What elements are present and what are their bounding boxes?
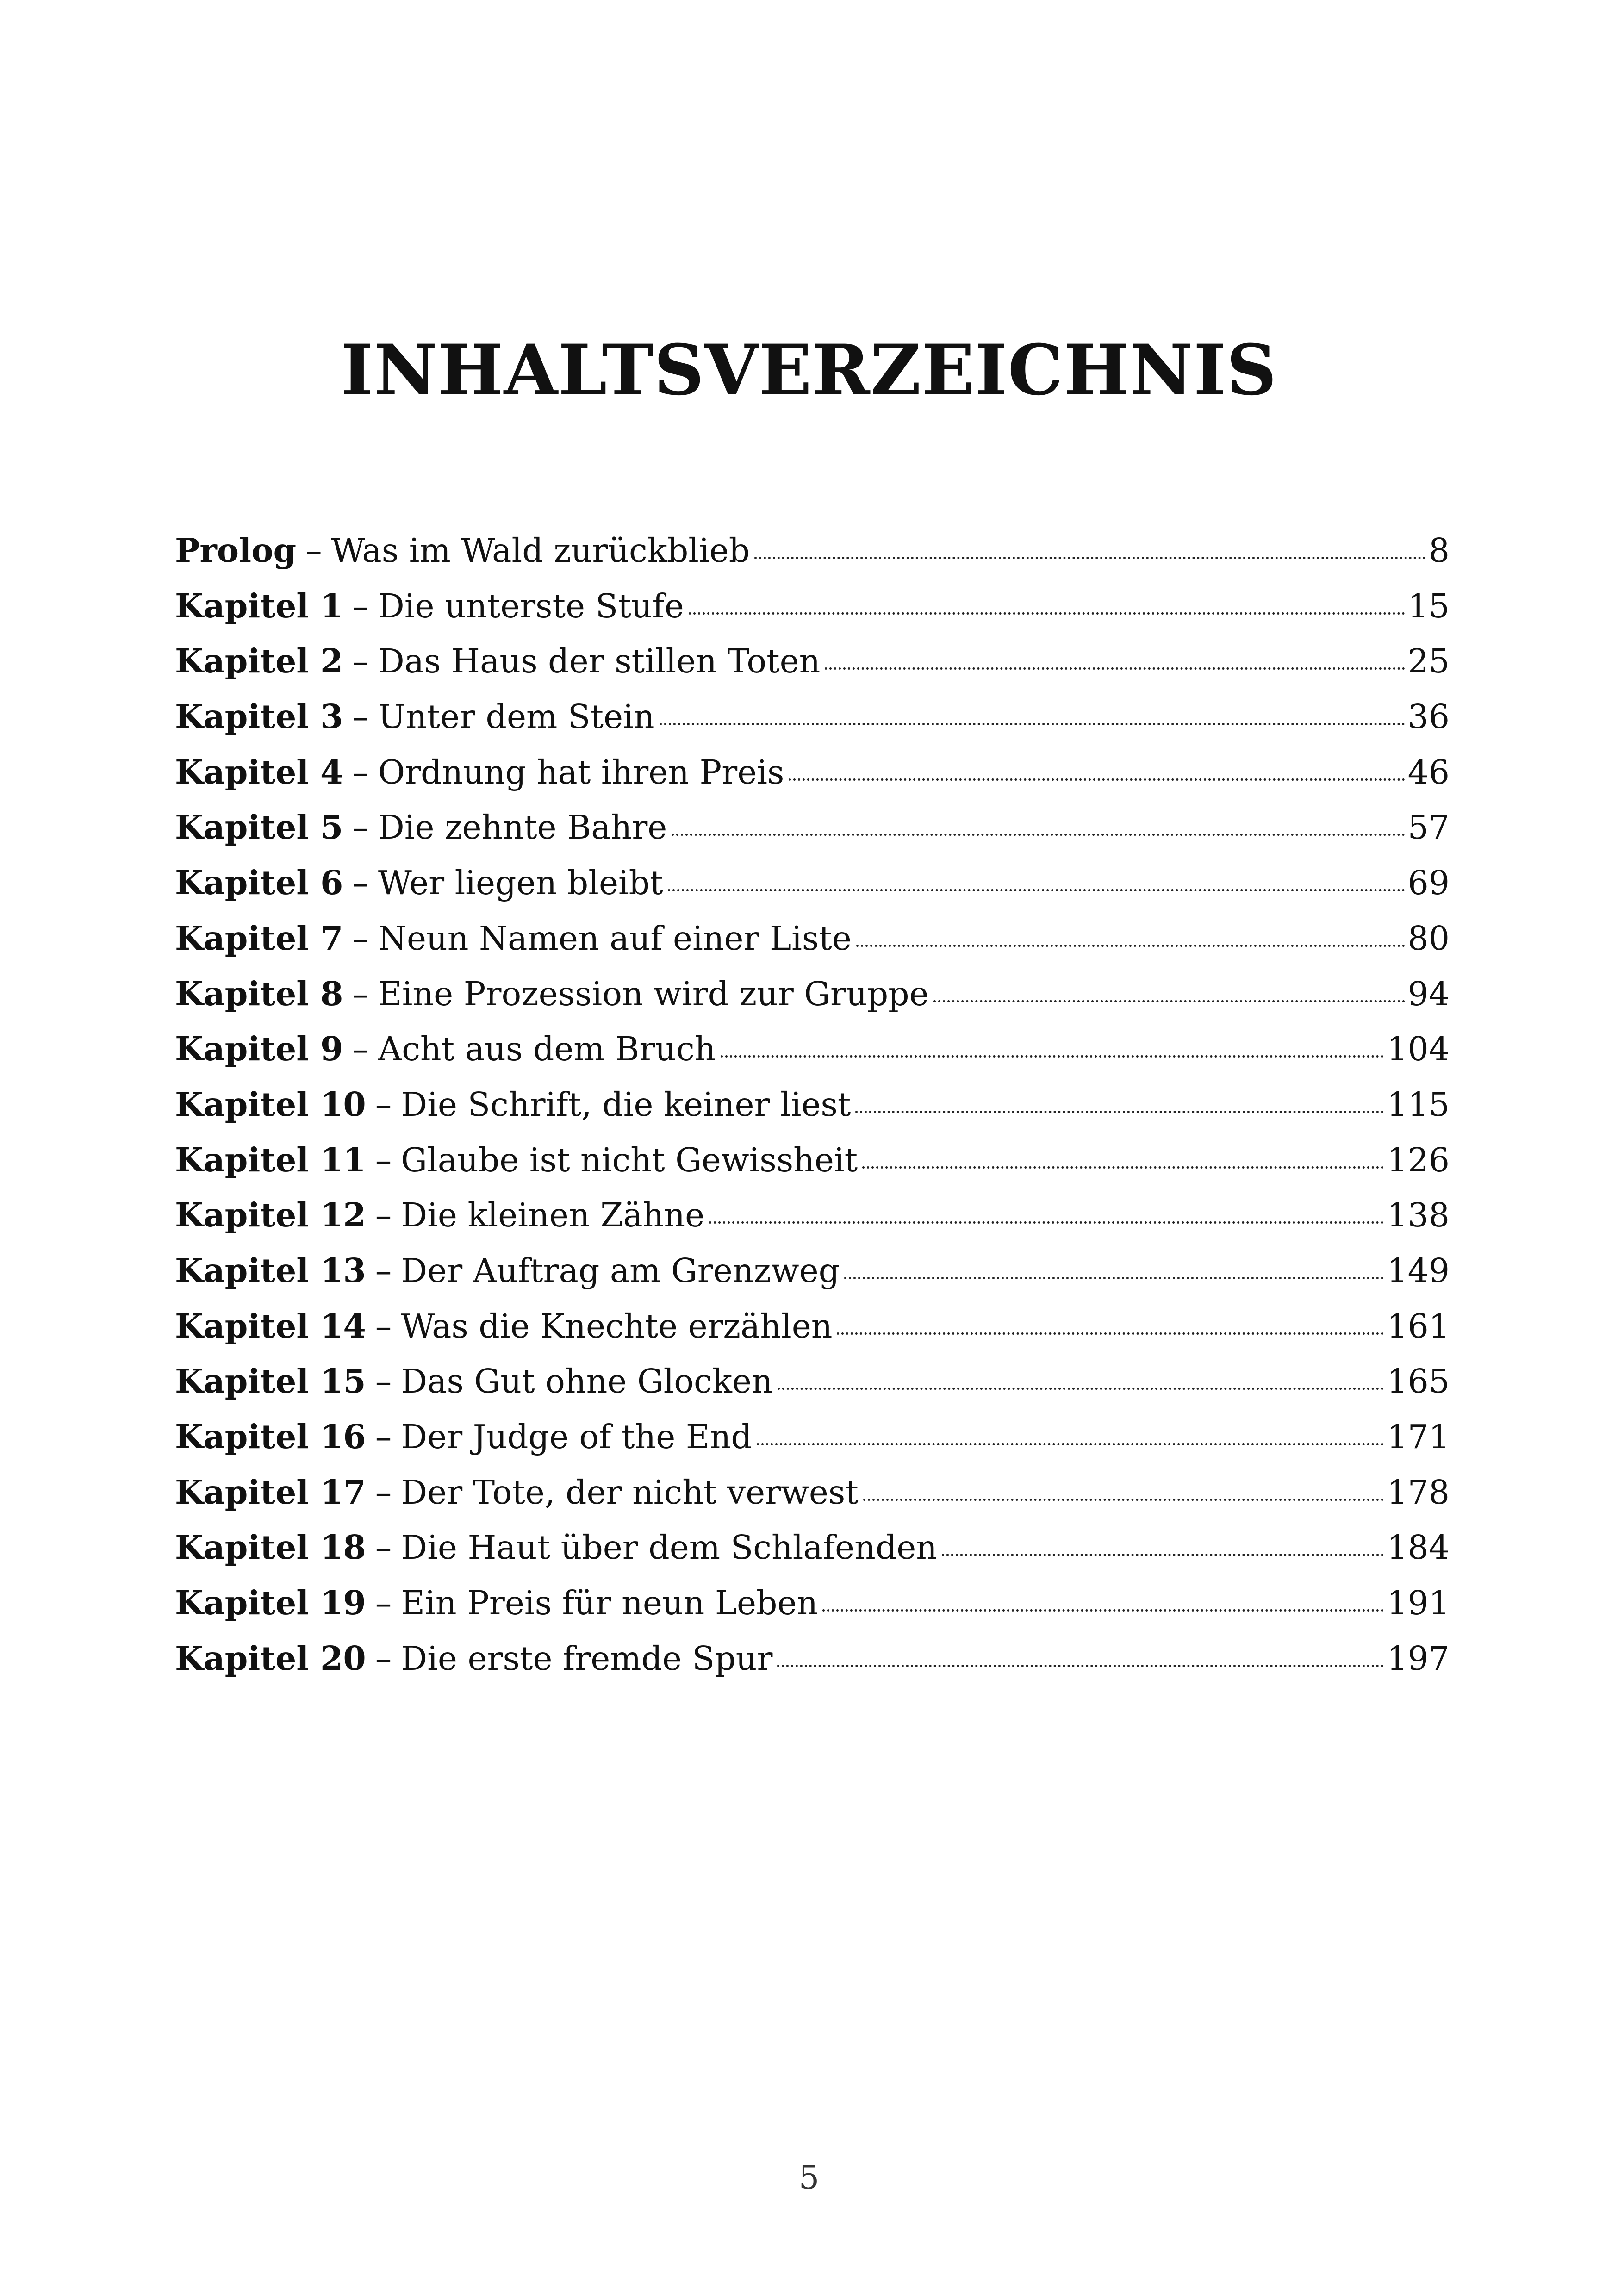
toc-entry-title: Die Schrift, die keiner liest: [401, 1085, 851, 1124]
dot-leader: [933, 1000, 1405, 1002]
toc-entry: [175, 966, 1450, 1022]
toc-entry-title: Neun Namen auf einer Liste: [378, 919, 852, 958]
dot-leader: [855, 1111, 1384, 1113]
toc-entry: [175, 689, 1450, 745]
toc-entry-separator: –: [375, 1418, 392, 1456]
dot-leader: [660, 723, 1405, 725]
toc-entry-separator: –: [352, 919, 369, 958]
toc-entry-separator: –: [352, 697, 369, 736]
toc-entry-separator: –: [352, 808, 369, 847]
toc-entry-label: Prolog: [175, 531, 297, 570]
toc-entry-title: Die kleinen Zähne: [401, 1196, 705, 1235]
dot-leader: [672, 834, 1405, 836]
toc-entry: [175, 1354, 1450, 1409]
toc-entry-label: Kapitel 11: [175, 1140, 366, 1179]
toc-entry-page: 197: [1387, 1639, 1450, 1678]
toc-entry-label: Kapitel 6: [175, 863, 343, 902]
toc-entry-label: Kapitel 9: [175, 1029, 343, 1069]
toc-entry-separator: –: [375, 1085, 392, 1124]
toc-entry-separator: –: [375, 1140, 392, 1179]
dot-leader: [862, 1166, 1384, 1169]
toc-entry-page: 178: [1387, 1473, 1450, 1512]
toc-entry-label: Kapitel 12: [175, 1195, 366, 1235]
toc-entry: [175, 911, 1450, 966]
toc-entry-page: 80: [1407, 919, 1450, 958]
toc-entry: [175, 1243, 1450, 1299]
toc-entry-title: Die unterste Stufe: [378, 586, 684, 625]
toc-entry-label: Kapitel 18: [175, 1528, 366, 1567]
toc-entry: [175, 1520, 1450, 1575]
toc-entry-separator: –: [375, 1251, 392, 1290]
toc-entry-page: 184: [1387, 1528, 1450, 1567]
page-number: 5: [798, 2159, 820, 2196]
toc-entry-title: Die Haut über dem Schlafenden: [401, 1528, 938, 1567]
toc-entry-separator: –: [352, 642, 369, 681]
toc-entry: [175, 523, 1450, 579]
toc-entry-title: Glaube ist nicht Gewissheit: [401, 1140, 858, 1179]
dot-leader: [825, 667, 1405, 670]
toc-entry-label: Kapitel 5: [175, 808, 343, 847]
dot-leader: [668, 889, 1405, 891]
toc-entry-page: 94: [1407, 974, 1450, 1013]
toc-entry: [175, 634, 1450, 689]
toc-entry-page: 36: [1407, 697, 1450, 736]
toc-entry-separator: –: [352, 864, 369, 902]
dot-leader: [863, 1499, 1384, 1501]
dot-leader: [822, 1609, 1384, 1612]
dot-leader: [942, 1554, 1384, 1556]
toc-entry-title: Acht aus dem Bruch: [378, 1030, 716, 1069]
toc-entry-separator: –: [375, 1196, 392, 1235]
toc-entry: [175, 1132, 1450, 1188]
toc-entry-label: Kapitel 13: [175, 1251, 366, 1290]
toc-entry-separator: –: [305, 531, 322, 570]
toc-entry-label: Kapitel 8: [175, 974, 343, 1013]
toc-entry-page: 165: [1387, 1362, 1450, 1401]
toc-entry-page: 138: [1387, 1196, 1450, 1235]
toc-entry-page: 15: [1407, 586, 1450, 625]
toc-entry-title: Der Auftrag am Grenzweg: [401, 1251, 840, 1290]
toc-entry-page: 57: [1407, 808, 1450, 847]
toc-entry-title: Die zehnte Bahre: [378, 808, 667, 847]
toc-entry-label: Kapitel 4: [175, 752, 343, 791]
toc-entry-separator: –: [352, 586, 369, 625]
toc-entry-label: Kapitel 2: [175, 641, 343, 681]
toc-entry-page: 69: [1407, 864, 1450, 902]
toc-entry: [175, 1021, 1450, 1077]
toc-entry-title: Eine Prozession wird zur Gruppe: [378, 974, 929, 1013]
dot-leader: [757, 1443, 1384, 1445]
toc-entry-separator: –: [375, 1639, 392, 1678]
page-title: INHALTSVERZEICHNIS: [341, 330, 1277, 411]
toc-entry-separator: –: [375, 1473, 392, 1512]
toc-entry: [175, 1188, 1450, 1243]
toc-entry-page: 149: [1387, 1251, 1450, 1290]
toc-entry: [175, 1299, 1450, 1354]
toc-entry-separator: –: [375, 1362, 392, 1401]
toc-entry-label: Kapitel 16: [175, 1417, 366, 1456]
dot-leader: [709, 1221, 1384, 1224]
dot-leader: [754, 557, 1426, 559]
toc-entry-title: Der Tote, der nicht verwest: [401, 1473, 859, 1512]
toc-entry: [175, 1575, 1450, 1631]
toc-entry-label: Kapitel 19: [175, 1583, 366, 1623]
toc-entry-title: Der Judge of the End: [401, 1418, 752, 1456]
toc-entry-label: Kapitel 1: [175, 586, 343, 625]
toc-entry-page: 161: [1387, 1307, 1450, 1345]
toc-entry-label: Kapitel 3: [175, 697, 343, 736]
toc-entry: [175, 1409, 1450, 1465]
toc-entry-title: Das Gut ohne Glocken: [401, 1362, 773, 1401]
toc-entry-page: 126: [1387, 1140, 1450, 1179]
toc-entry: [175, 1465, 1450, 1520]
toc-entry-title: Wer liegen bleibt: [378, 864, 663, 902]
dot-leader: [689, 612, 1405, 615]
dot-leader: [789, 778, 1405, 781]
toc-entry-page: 115: [1387, 1085, 1450, 1124]
dot-leader: [721, 1055, 1384, 1058]
toc-entry-label: Kapitel 14: [175, 1306, 366, 1345]
toc-entry-page: 46: [1407, 753, 1450, 791]
toc-entry-title: Ordnung hat ihren Preis: [378, 753, 784, 791]
toc-entry-label: Kapitel 7: [175, 918, 343, 958]
toc-entry: [175, 1077, 1450, 1132]
toc-entry-label: Kapitel 15: [175, 1362, 366, 1401]
table-of-contents: [175, 523, 1450, 1686]
toc-entry: [175, 855, 1450, 911]
dot-leader: [837, 1332, 1384, 1335]
toc-entry-title: Ein Preis für neun Leben: [401, 1584, 818, 1623]
toc-entry-separator: –: [352, 753, 369, 791]
toc-entry-page: 171: [1387, 1418, 1450, 1456]
toc-entry-separator: –: [375, 1307, 392, 1345]
toc-entry-page: 191: [1387, 1584, 1450, 1623]
toc-entry: [175, 579, 1450, 634]
toc-entry-title: Die erste fremde Spur: [401, 1639, 773, 1678]
toc-entry-separator: –: [375, 1584, 392, 1623]
toc-entry-title: Was im Wald zurückblieb: [331, 531, 750, 570]
toc-entry-label: Kapitel 10: [175, 1084, 366, 1124]
toc-entry-title: Das Haus der stillen Toten: [378, 642, 821, 681]
toc-entry: [175, 1631, 1450, 1686]
toc-entry-title: Was die Knechte erzählen: [401, 1307, 833, 1345]
toc-entry-page: 25: [1407, 642, 1450, 681]
toc-entry-separator: –: [352, 974, 369, 1013]
toc-entry-separator: –: [352, 1030, 369, 1069]
dot-leader: [777, 1665, 1384, 1667]
toc-entry: [175, 745, 1450, 800]
dot-leader: [856, 945, 1405, 947]
toc-entry-title: Unter dem Stein: [378, 697, 655, 736]
toc-entry-page: 8: [1428, 531, 1450, 570]
toc-entry-page: 104: [1387, 1030, 1450, 1069]
dot-leader: [778, 1388, 1384, 1390]
toc-entry-label: Kapitel 17: [175, 1472, 366, 1512]
toc-entry-label: Kapitel 20: [175, 1638, 366, 1678]
toc-entry: [175, 800, 1450, 855]
toc-entry-separator: –: [375, 1528, 392, 1567]
dot-leader: [844, 1277, 1384, 1279]
